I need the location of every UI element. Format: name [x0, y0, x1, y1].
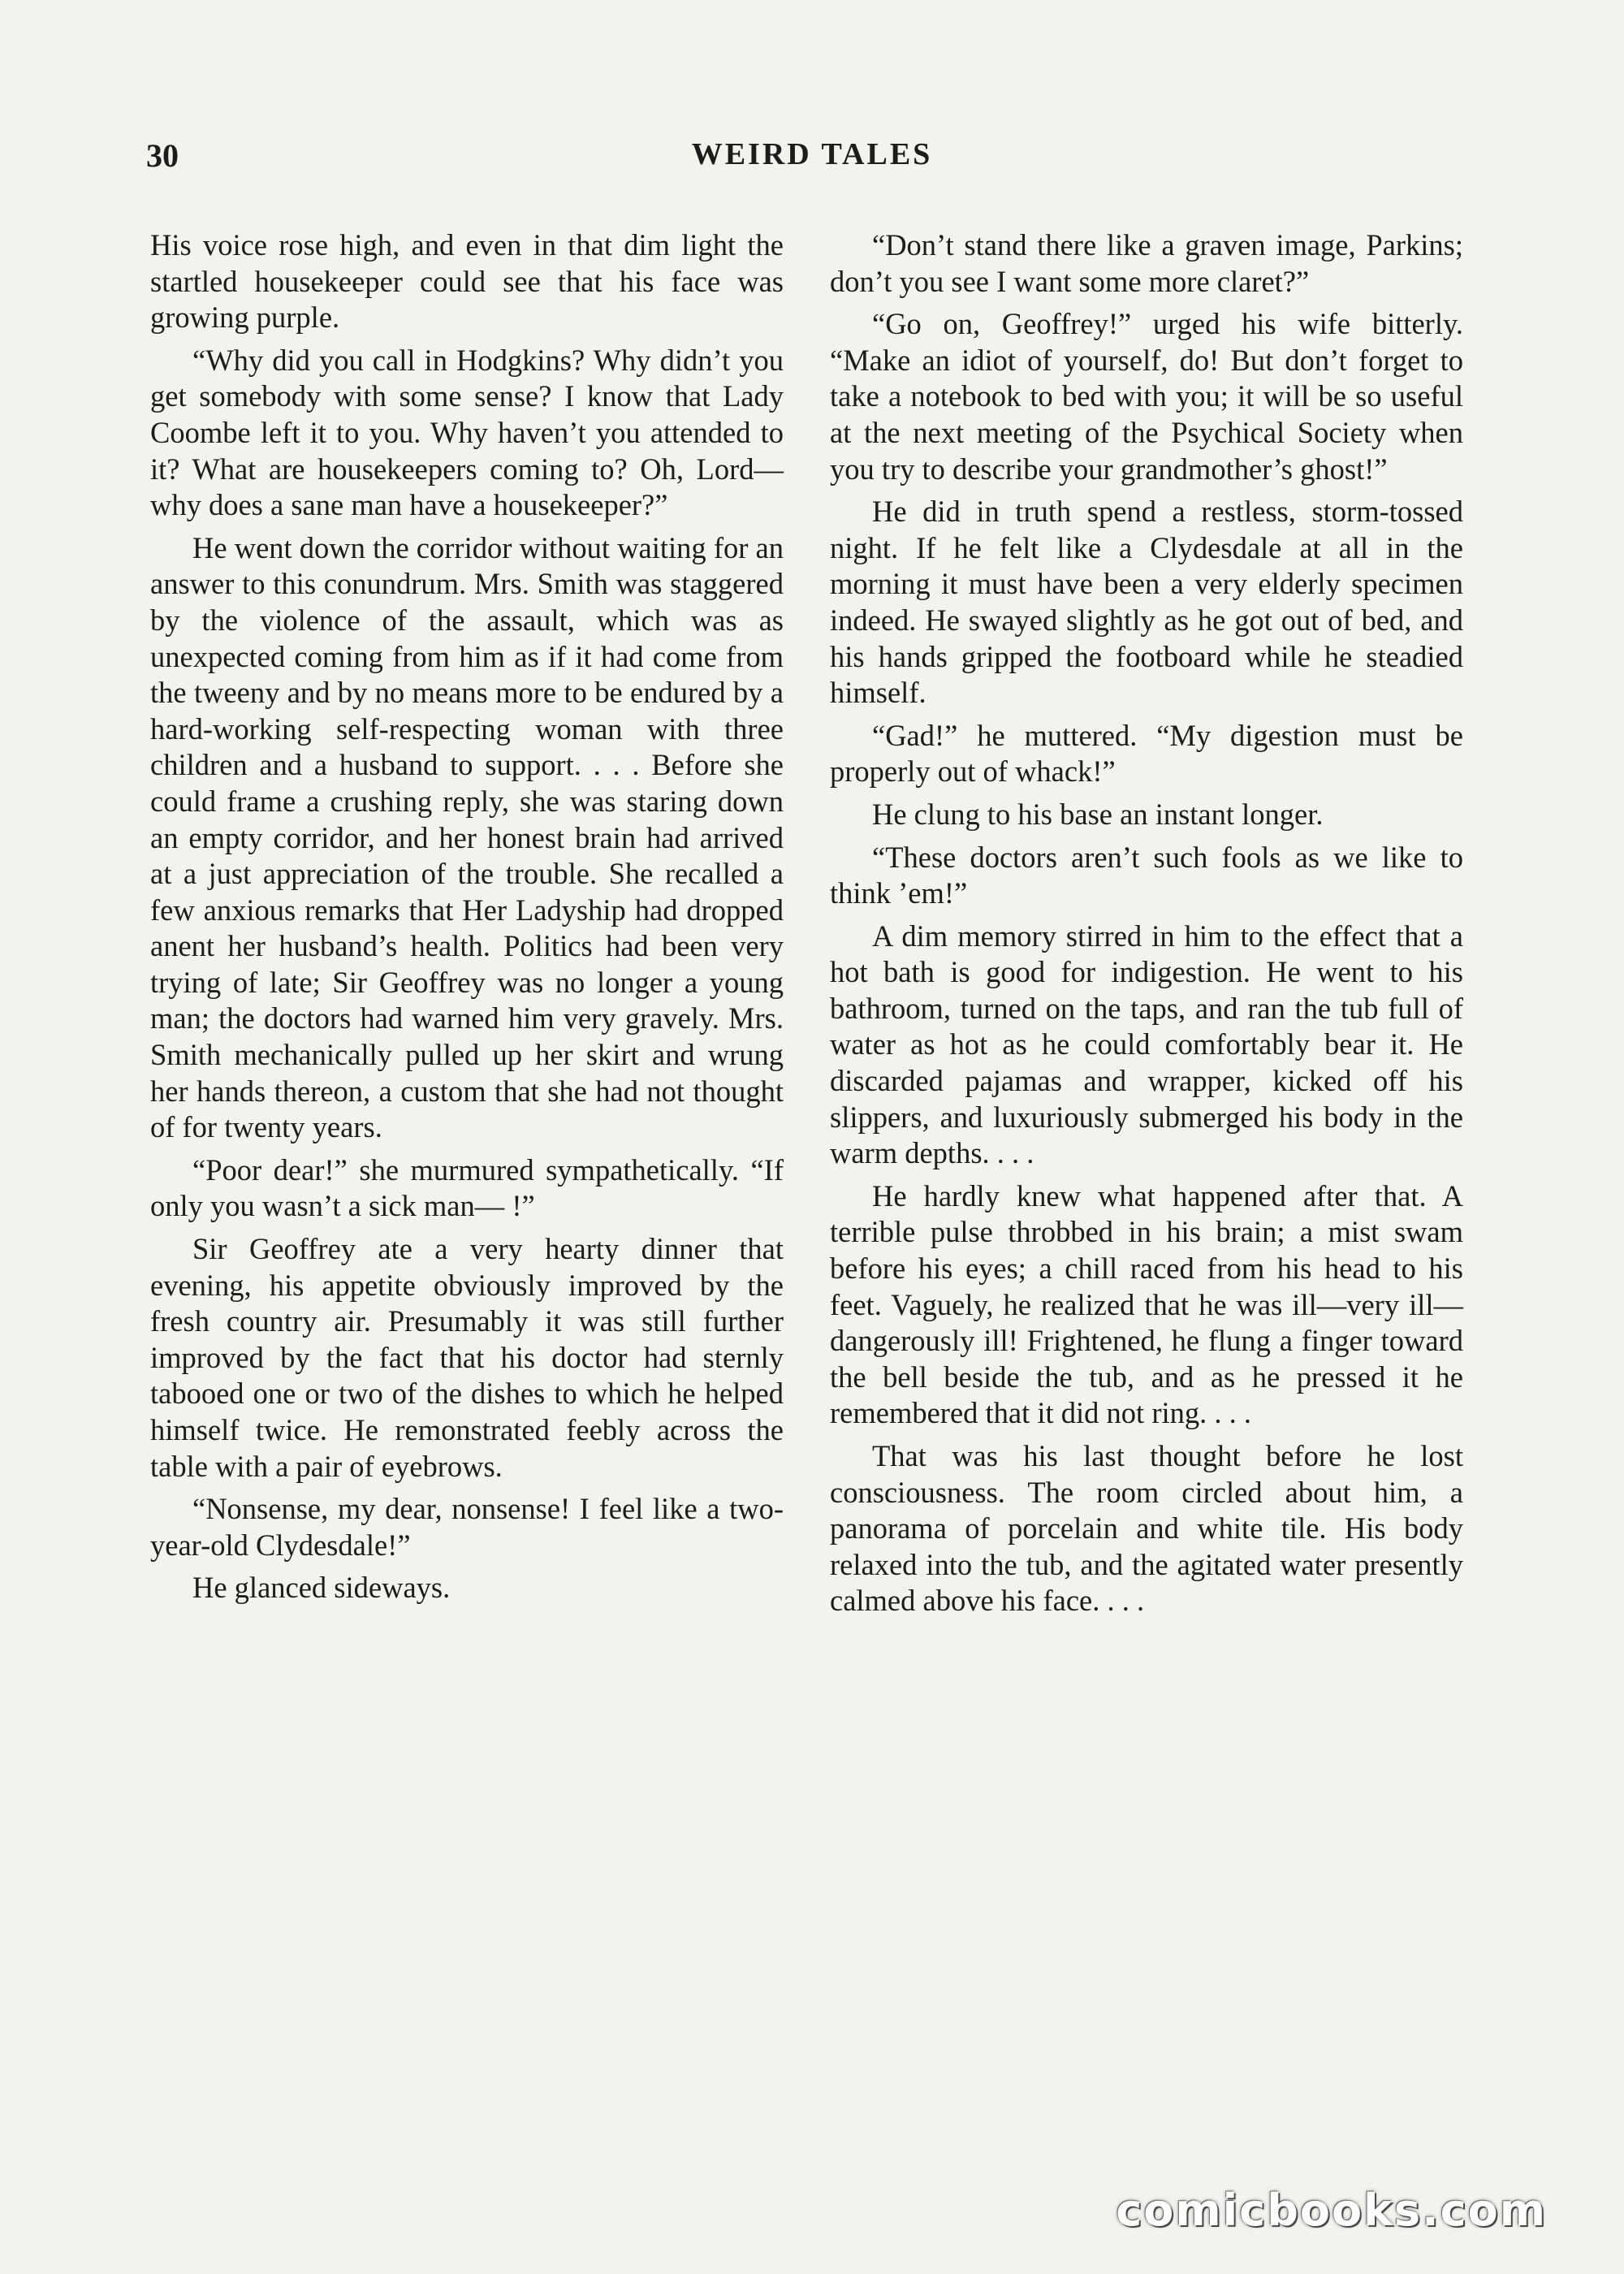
paragraph: “These doctors aren’t such fools as we like to think ’em!”: [830, 840, 1463, 910]
running-head: WEIRD TALES: [691, 137, 933, 171]
paragraph: That was his last thought before he lost consciousness. The room circled about him, a panorama of porcelain and white tile. His body relaxed into the tub, and the agitated water presently calmed above his face. . . .: [830, 1439, 1463, 1618]
paragraph: “Don’t stand there like a graven image, Parkins; don’t you see I want some more claret?”: [830, 228, 1463, 298]
paragraph: His voice rose high, and even in that dim light the startled housekeeper could see that his face was growing purple.: [150, 228, 784, 335]
paragraph: “Why did you call in Hodgkins? Why didn’t you get somebody with some sense? I know that Lady Coombe left it to you. Why haven’t you attended to it? What are housekeepers coming to? Oh, Lord—why does a sane man have a housekeeper?”: [150, 343, 784, 522]
page-number: 30: [146, 137, 179, 174]
page-header: [146, 136, 1478, 185]
right-column: [830, 227, 1463, 1626]
paragraph: He went down the corridor without waiting for an answer to this conundrum. Mrs. Smith was staggered by the violence of the assault, which was as unexpected coming from him as if it had come from the tweeny and by no means more to be endured by a hard-working self-respecting woman with three children and a husband to support. . . . Before she could frame a crushing reply, she was staring down an empty corridor, and her honest brain had arrived at a just appreciation of the trouble. She recalled a few anxious remarks that Her Ladyship had dropped anent her husband’s health. Politics had been very trying of late; Sir Geoffrey was no longer a young man; the doctors had warned him very gravely. Mrs. Smith mechanically pulled up her skirt and wrung her hands thereon, a custom that she had not thought of for twenty years.: [150, 530, 784, 1144]
paragraph: “Gad!” he muttered. “My digestion must be properly out of whack!”: [830, 718, 1463, 789]
paragraph: He clung to his base an instant longer.: [872, 797, 1324, 831]
paragraph: A dim memory stirred in him to the effect that a hot bath is good for indigestion. He went to his bathroom, turned on the taps, and ran the tub full of water as hot as he could comfortably bear it. He discarded pajamas and wrapper, kicked off his slippers, and luxuriously submerged his body in the warm depths. . . .: [830, 919, 1463, 1170]
paragraph: Sir Geoffrey ate a very hearty dinner that evening, his appetite obviously improved by the fresh country air. Presumably it was still further improved by the fact that his doctor had sternly tabooed one or two of the dishes to which he helped himself twice. He remonstrated feebly across the table with a pair of eyebrows.: [150, 1232, 784, 1483]
paragraph: He hardly knew what happened after that. A terrible pulse throbbed in his brain; a mist swam before his eyes; a chill raced from his head to his feet. Vaguely, he realized that he was ill—very ill—dangerously ill! Frightened, he flung a finger toward the bell beside the tub, and as he pressed it he remembered that it did not ring. . . .: [830, 1178, 1463, 1430]
watermark-logo: comicbooks.com: [1116, 2185, 1547, 2236]
left-column: [150, 227, 784, 1613]
paragraph: He did in truth spend a restless, storm-tossed night. If he felt like a Clydesdale at all in the morning it must have been a very elderly specimen indeed. He swayed slightly as he got out of bed, and his hands gripped the footboard while he steadied himself.: [830, 495, 1463, 710]
paragraph: “Nonsense, my dear, nonsense! I feel like a two-year-old Clydesdale!”: [150, 1492, 784, 1562]
paragraph: “Poor dear!” she murmured sympathetically. “If only you wasn’t a sick man— !”: [150, 1152, 784, 1223]
paragraph: He glanced sideways.: [192, 1571, 451, 1605]
paragraph: “Go on, Geoffrey!” urged his wife bitterly. “Make an idiot of yourself, do! But don’t forget to take a notebook to bed with you; it will be so useful at the next meeting of the Psychical Society when you try to describe your grandmother’s ghost!”: [830, 307, 1463, 486]
